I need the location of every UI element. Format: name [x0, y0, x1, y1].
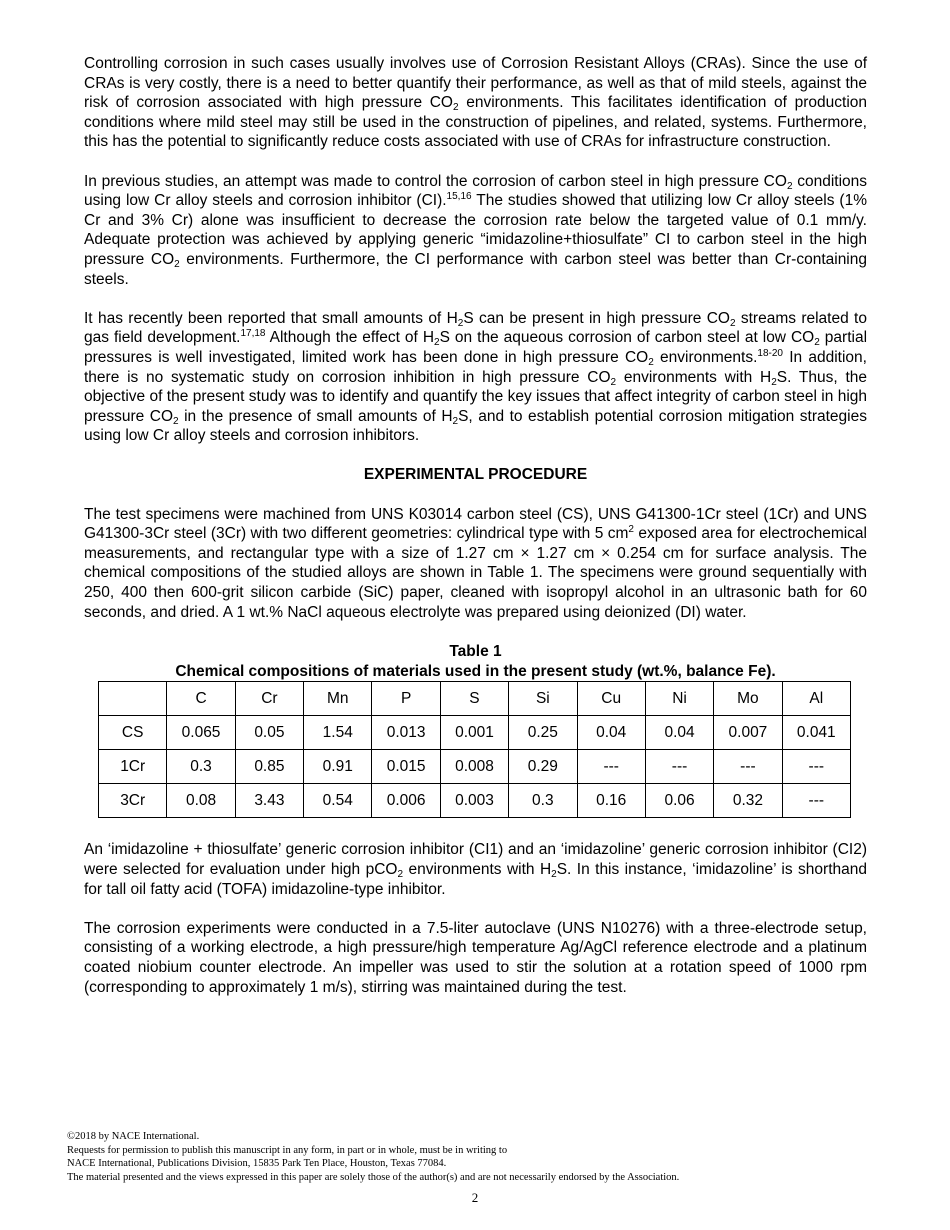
citation-superscript: 17,18 [240, 328, 266, 340]
table-header-cell: Cu [577, 682, 645, 716]
text-run: Controlling corrosion in such cases usually involves use of Corrosion Resistant Alloys (CRAs). Since the use of CRAs is very costly, there is a need to better quantify their performance, as well as that of mild steels, against the risk of corrosion associated with high pressure CO [84, 55, 867, 112]
table-row-label: 1Cr [99, 750, 167, 784]
table-cell: 0.3 [167, 750, 235, 784]
table-row [99, 716, 851, 750]
paragraph-h2s-objective [84, 309, 867, 446]
subscript: 2 [457, 317, 464, 329]
text-run: conditions using low Cr alloy steels and corrosion inhibitor (CI). [84, 172, 868, 210]
text-run: S can be present in high pressure CO [463, 309, 730, 327]
table-row [99, 750, 851, 784]
superscript: 2 [628, 524, 634, 536]
table-header-cell: Mn [304, 682, 372, 716]
table-corner-cell [99, 682, 167, 716]
table-cell: 0.065 [167, 716, 235, 750]
section-heading: EXPERIMENTAL PROCEDURE [363, 466, 588, 484]
subscript: 2 [434, 337, 440, 349]
subscript: 2 [786, 180, 793, 192]
text-run: S. Thus, the objective of the present study was to identify and quantify the key issues that affect integrity of carbon steel in high pressure CO [84, 368, 867, 425]
citation-superscript: 15,16 [446, 191, 472, 203]
paragraph-previous-studies [84, 172, 867, 290]
text-run: S. In this instance, ‘imidazoline’ is shorthand for tall oil fatty acid (TOFA) imidazoline-type inhibitor. [84, 861, 867, 898]
table-cell: 1.54 [304, 716, 372, 750]
text-run: exposed area for electrochemical measurements, and rectangular type with a size of 1.27 cm × 1.27 cm × 0.254 cm for surface analysis. The chemical compositions of the studied alloys are shown in Table 1. The specimens were ground sequentially with 250, 400 then 600-grit silicon carbide (SiC) paper, cleaned with isopropyl alcohol in an ultrasonic bath for 60 seconds, and dried. A 1 wt.% NaCl aqueous electrolyte was prepared using deionized (DI) water. [84, 525, 867, 621]
table-cell: --- [714, 750, 782, 784]
table-cell: 0.006 [372, 784, 440, 818]
subscript: 2 [814, 337, 820, 349]
table-cell: 0.041 [782, 716, 850, 750]
body-text [84, 54, 867, 997]
table-cell: 0.25 [509, 716, 577, 750]
table-cell: 3.43 [235, 784, 303, 818]
table-cell: 0.015 [372, 750, 440, 784]
paragraph-autoclave: The corrosion experiments were conducted in a 7.5-liter autoclave (UNS N10276) with a three-electrode setup, consisting of a working electrode, a high pressure/high temperature Ag/AgCl reference electrode and a platinum coated niobium counter electrode. An impeller was used to stir the solution at a rotation speed of 1000 rpm (corresponding to approximately 1 m/s), stirring was maintained during the test. [84, 919, 867, 996]
table-cell: 0.001 [440, 716, 508, 750]
subscript: 2 [174, 258, 180, 270]
text-run: partial pressures is well investigated, limited work has been done in high pressure CO [84, 329, 868, 366]
table-cell: 0.54 [304, 784, 372, 818]
text-run: Although the effect of H [265, 329, 435, 347]
citation-superscript: 18-20 [757, 347, 783, 359]
table-cell: --- [577, 750, 645, 784]
table-cell: 0.29 [509, 750, 577, 784]
footer-line: NACE International, Publications Division, 15835 Park Ten Place, Houston, Texas 77084. [67, 1158, 447, 1170]
subscript: 2 [173, 415, 179, 427]
table-row [99, 784, 851, 818]
text-run: It has recently been reported that small amounts of H [84, 309, 458, 327]
table-cell: --- [782, 750, 850, 784]
table-header-cell: Si [509, 682, 577, 716]
table-header-cell: Cr [235, 682, 303, 716]
subscript: 2 [771, 376, 777, 388]
table-row-label: 3Cr [99, 784, 167, 818]
composition-table [98, 681, 851, 818]
footer-line: ©2018 by NACE International. [67, 1131, 200, 1142]
footer-line: Requests for permission to publish this manuscript in any form, in part or in whole, must be in writing to [67, 1144, 508, 1156]
text-run: An ‘imidazoline + thiosulfate’ generic corrosion inhibitor (CI1) and an ‘imidazoline’ generic corrosion inhibitor (CI2) were selected for evaluation under high pCO [84, 841, 867, 878]
table-cell: --- [782, 784, 850, 818]
footer-line: The material presented and the views expressed in this paper are solely those of the author(s) and are not necessarily endorsed by the Association. [67, 1172, 680, 1184]
subscript: 2 [610, 376, 617, 388]
table-caption: Chemical compositions of materials used in the present study (wt.%, balance Fe). [175, 662, 776, 680]
subscript: 2 [397, 869, 404, 880]
table-header-cell: P [372, 682, 440, 716]
copyright-footer [67, 1130, 887, 1185]
table-cell: 0.32 [714, 784, 782, 818]
paragraph-inhibitors [84, 840, 867, 899]
table-label: Table 1 [449, 643, 502, 661]
subscript: 2 [551, 869, 557, 880]
table-cell: 0.08 [167, 784, 235, 818]
text-run: streams related to gas field development. [84, 309, 867, 347]
text-run: In previous studies, an attempt was made to control the corrosion of carbon steel in high pressure CO [84, 172, 787, 190]
paragraph-cra-intro [84, 54, 867, 152]
table-cell: 0.04 [577, 716, 645, 750]
table-header-cell: Al [782, 682, 850, 716]
table-cell: 0.013 [372, 716, 440, 750]
text-run: environments with H [403, 861, 552, 878]
table-cell: 0.85 [235, 750, 303, 784]
table-header-cell: Ni [645, 682, 713, 716]
table-header-cell: C [167, 682, 235, 716]
table-cell: 0.05 [235, 716, 303, 750]
text-run: S on the aqueous corrosion of carbon steel at low CO [439, 329, 815, 347]
subscript: 2 [452, 102, 459, 114]
text-run: The test specimens were machined from UNS K03014 carbon steel (CS), UNS G41300-1Cr steel (1Cr) and UNS G41300-3Cr steel (3Cr) with two different geometries: cylindrical type with 5 cm [84, 505, 867, 543]
table-header-row [99, 682, 851, 716]
table-cell: 0.007 [714, 716, 782, 750]
text-run: environments. Furthermore, the CI performance with carbon steel was better than Cr-containing steels. [84, 250, 867, 288]
subscript: 2 [452, 415, 459, 427]
table-cell: 0.06 [645, 784, 713, 818]
paragraph-specimens [84, 505, 867, 623]
text-run: S, and to establish potential corrosion mitigation strategies using low Cr alloy steels and corrosion inhibitors. [84, 407, 867, 445]
table-cell: --- [645, 750, 713, 784]
text-run: In addition, there is no systematic study on corrosion inhibition in high pressure CO [84, 348, 867, 386]
table-cell: 0.16 [577, 784, 645, 818]
text-run: environments. [653, 348, 758, 366]
table-header-cell: S [440, 682, 508, 716]
text-run: The studies showed that utilizing low Cr alloy steels (1% Cr and 3% Cr) alone was insufficient to decrease the corrosion rate below the targeted value of 0.1 mm/y. Adequate protection was achieved by applying generic “imidazoline+thiosulfate” CI to carbon steel in the high pressure CO [84, 192, 867, 268]
subscript: 2 [648, 356, 654, 368]
text-run: in the presence of small amounts of H [178, 407, 453, 425]
table-cell: 0.008 [440, 750, 508, 784]
subscript: 2 [729, 317, 736, 329]
text-run: environments with H [616, 368, 772, 386]
table-header-cell: Mo [714, 682, 782, 716]
table-cell: 0.91 [304, 750, 372, 784]
text-run: environments. This facilitates identification of production conditions where mild steel may still be used in the construction of pipelines, and related, systems. Furthermore, this has the potential to significantly reduce costs associated with use of CRAs for infrastructure construction. [84, 94, 867, 151]
page-number: 2 [471, 1190, 479, 1205]
table-cell: 0.3 [509, 784, 577, 818]
table-cell: 0.003 [440, 784, 508, 818]
table-cell: 0.04 [645, 716, 713, 750]
table-row-label: CS [99, 716, 167, 750]
